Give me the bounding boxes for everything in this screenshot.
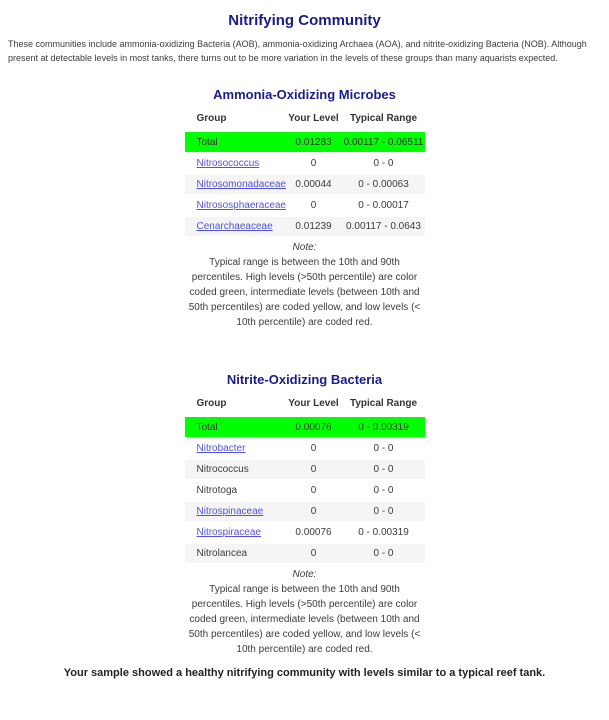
table-row — [185, 153, 425, 174]
nitrite-table-title: Nitrite-Oxidizing Bacteria — [226, 372, 383, 387]
table-row — [185, 459, 425, 480]
table-row-total — [185, 417, 425, 438]
your-level-cell: 0 — [285, 195, 343, 216]
typical-range-cell: 0 - 0.00017 — [343, 195, 425, 216]
typical-range-cell: 0 - 0.00319 — [343, 417, 425, 438]
group-link[interactable]: Cenarchaeaceae — [196, 221, 273, 232]
nitrifying-community-report — [0, 12, 609, 679]
group-link[interactable]: Nitrospiraceae — [196, 527, 261, 538]
column-header-typical-range: Typical Range — [349, 398, 418, 409]
note-text: Typical range is between the 10th and 90th percentiles. High levels (>50th percentile) are color coded green, intermediate levels (between 10th and 50th percentiles) are coded yellow, and low levels (< 10th percentile) are coded red. — [188, 584, 421, 655]
table-row — [185, 195, 425, 216]
note-block — [188, 567, 422, 657]
your-level-cell: 0.00044 — [285, 174, 343, 195]
group-label: Nitrotoga — [196, 485, 238, 496]
your-level-cell: 0 — [285, 438, 343, 459]
group-label: Nitrococcus — [196, 464, 249, 475]
note-text: Typical range is between the 10th and 90th percentiles. High levels (>50th percentile) are color coded green, intermediate levels (between 10th and 50th percentiles) are coded yellow, and low levels (< 10th percentile) are coded red. — [188, 257, 421, 328]
typical-range-cell: 0.00117 - 0.06511 — [343, 132, 425, 153]
column-header-group: Group — [196, 113, 227, 124]
typical-range-cell: 0 - 0.00063 — [343, 174, 425, 195]
column-header-your-level: Your Level — [288, 398, 339, 409]
typical-range-cell: 0 - 0 — [343, 543, 425, 564]
section-nitrite-oxidizing-bacteria — [0, 372, 609, 657]
your-level-cell: 0 — [285, 153, 343, 174]
table-row — [185, 543, 425, 564]
column-header-typical-range: Typical Range — [349, 113, 418, 124]
note-label: Note: — [292, 569, 317, 580]
ammonia-table-title: Ammonia-Oxidizing Microbes — [213, 87, 396, 102]
group-cell — [185, 438, 285, 459]
your-level-cell: 0 — [285, 480, 343, 501]
column-header-your-level: Your Level — [288, 113, 339, 124]
group-cell — [185, 174, 285, 195]
group-cell — [185, 153, 285, 174]
group-cell — [185, 543, 285, 564]
group-link[interactable]: Nitrososphaeraceae — [196, 200, 286, 211]
table-row — [185, 480, 425, 501]
typical-range-cell: 0 - 0.00319 — [343, 522, 425, 543]
group-cell — [185, 132, 285, 153]
header-row — [185, 394, 425, 417]
group-cell — [185, 417, 285, 438]
group-cell — [185, 480, 285, 501]
group-link[interactable]: Nitrosomonadaceae — [196, 179, 286, 190]
summary-statement: Your sample showed a healthy nitrifying community with levels similar to a typical reef tank. — [63, 667, 546, 679]
typical-range-cell: 0 - 0 — [343, 501, 425, 522]
your-level-cell: 0 — [285, 459, 343, 480]
typical-range-cell: 0 - 0 — [343, 153, 425, 174]
note-block — [188, 240, 422, 330]
your-level-cell: 0 — [285, 501, 343, 522]
table-row — [185, 522, 425, 543]
typical-range-cell: 0 - 0 — [343, 480, 425, 501]
table-row — [185, 501, 425, 522]
group-link[interactable]: Nitrobacter — [196, 443, 246, 454]
your-level-cell: 0.00076 — [285, 417, 343, 438]
your-level-cell: 0 — [285, 543, 343, 564]
section-ammonia-oxidizing-microbes — [0, 87, 609, 330]
typical-range-cell: 0 - 0 — [343, 459, 425, 480]
your-level-cell: 0.01283 — [285, 132, 343, 153]
table-row — [185, 174, 425, 195]
group-cell — [185, 459, 285, 480]
nitrite-oxidizing-table — [185, 394, 425, 565]
typical-range-cell: 0.00117 - 0.0643 — [343, 216, 425, 237]
note-label: Note: — [292, 242, 317, 253]
group-label: Total — [196, 421, 218, 433]
your-level-cell: 0.01239 — [285, 216, 343, 237]
table-row-total — [185, 132, 425, 153]
table-row — [185, 438, 425, 459]
typical-range-cell: 0 - 0 — [343, 438, 425, 459]
group-label: Nitrolancea — [196, 548, 248, 559]
header-row — [185, 109, 425, 132]
group-link[interactable]: Nitrospinaceae — [196, 506, 264, 517]
group-cell — [185, 522, 285, 543]
column-header-group: Group — [196, 398, 227, 409]
group-link[interactable]: Nitrosococcus — [196, 158, 260, 169]
group-cell — [185, 216, 285, 237]
group-label: Total — [196, 136, 218, 148]
page-title: Nitrifying Community — [228, 12, 381, 29]
group-cell — [185, 195, 285, 216]
intro-paragraph: These communities include ammonia-oxidizing Bacteria (AOB), ammonia-oxidizing Archaea (AOA), and nitrite-oxidizing Bacteria (NOB). Although present at detectable levels in most tanks, there turns out to be more variation in the levels of these groups than many aquarists expected. — [8, 39, 587, 63]
ammonia-oxidizing-table — [185, 109, 425, 238]
group-cell — [185, 501, 285, 522]
table-row — [185, 216, 425, 237]
your-level-cell: 0.00076 — [285, 522, 343, 543]
